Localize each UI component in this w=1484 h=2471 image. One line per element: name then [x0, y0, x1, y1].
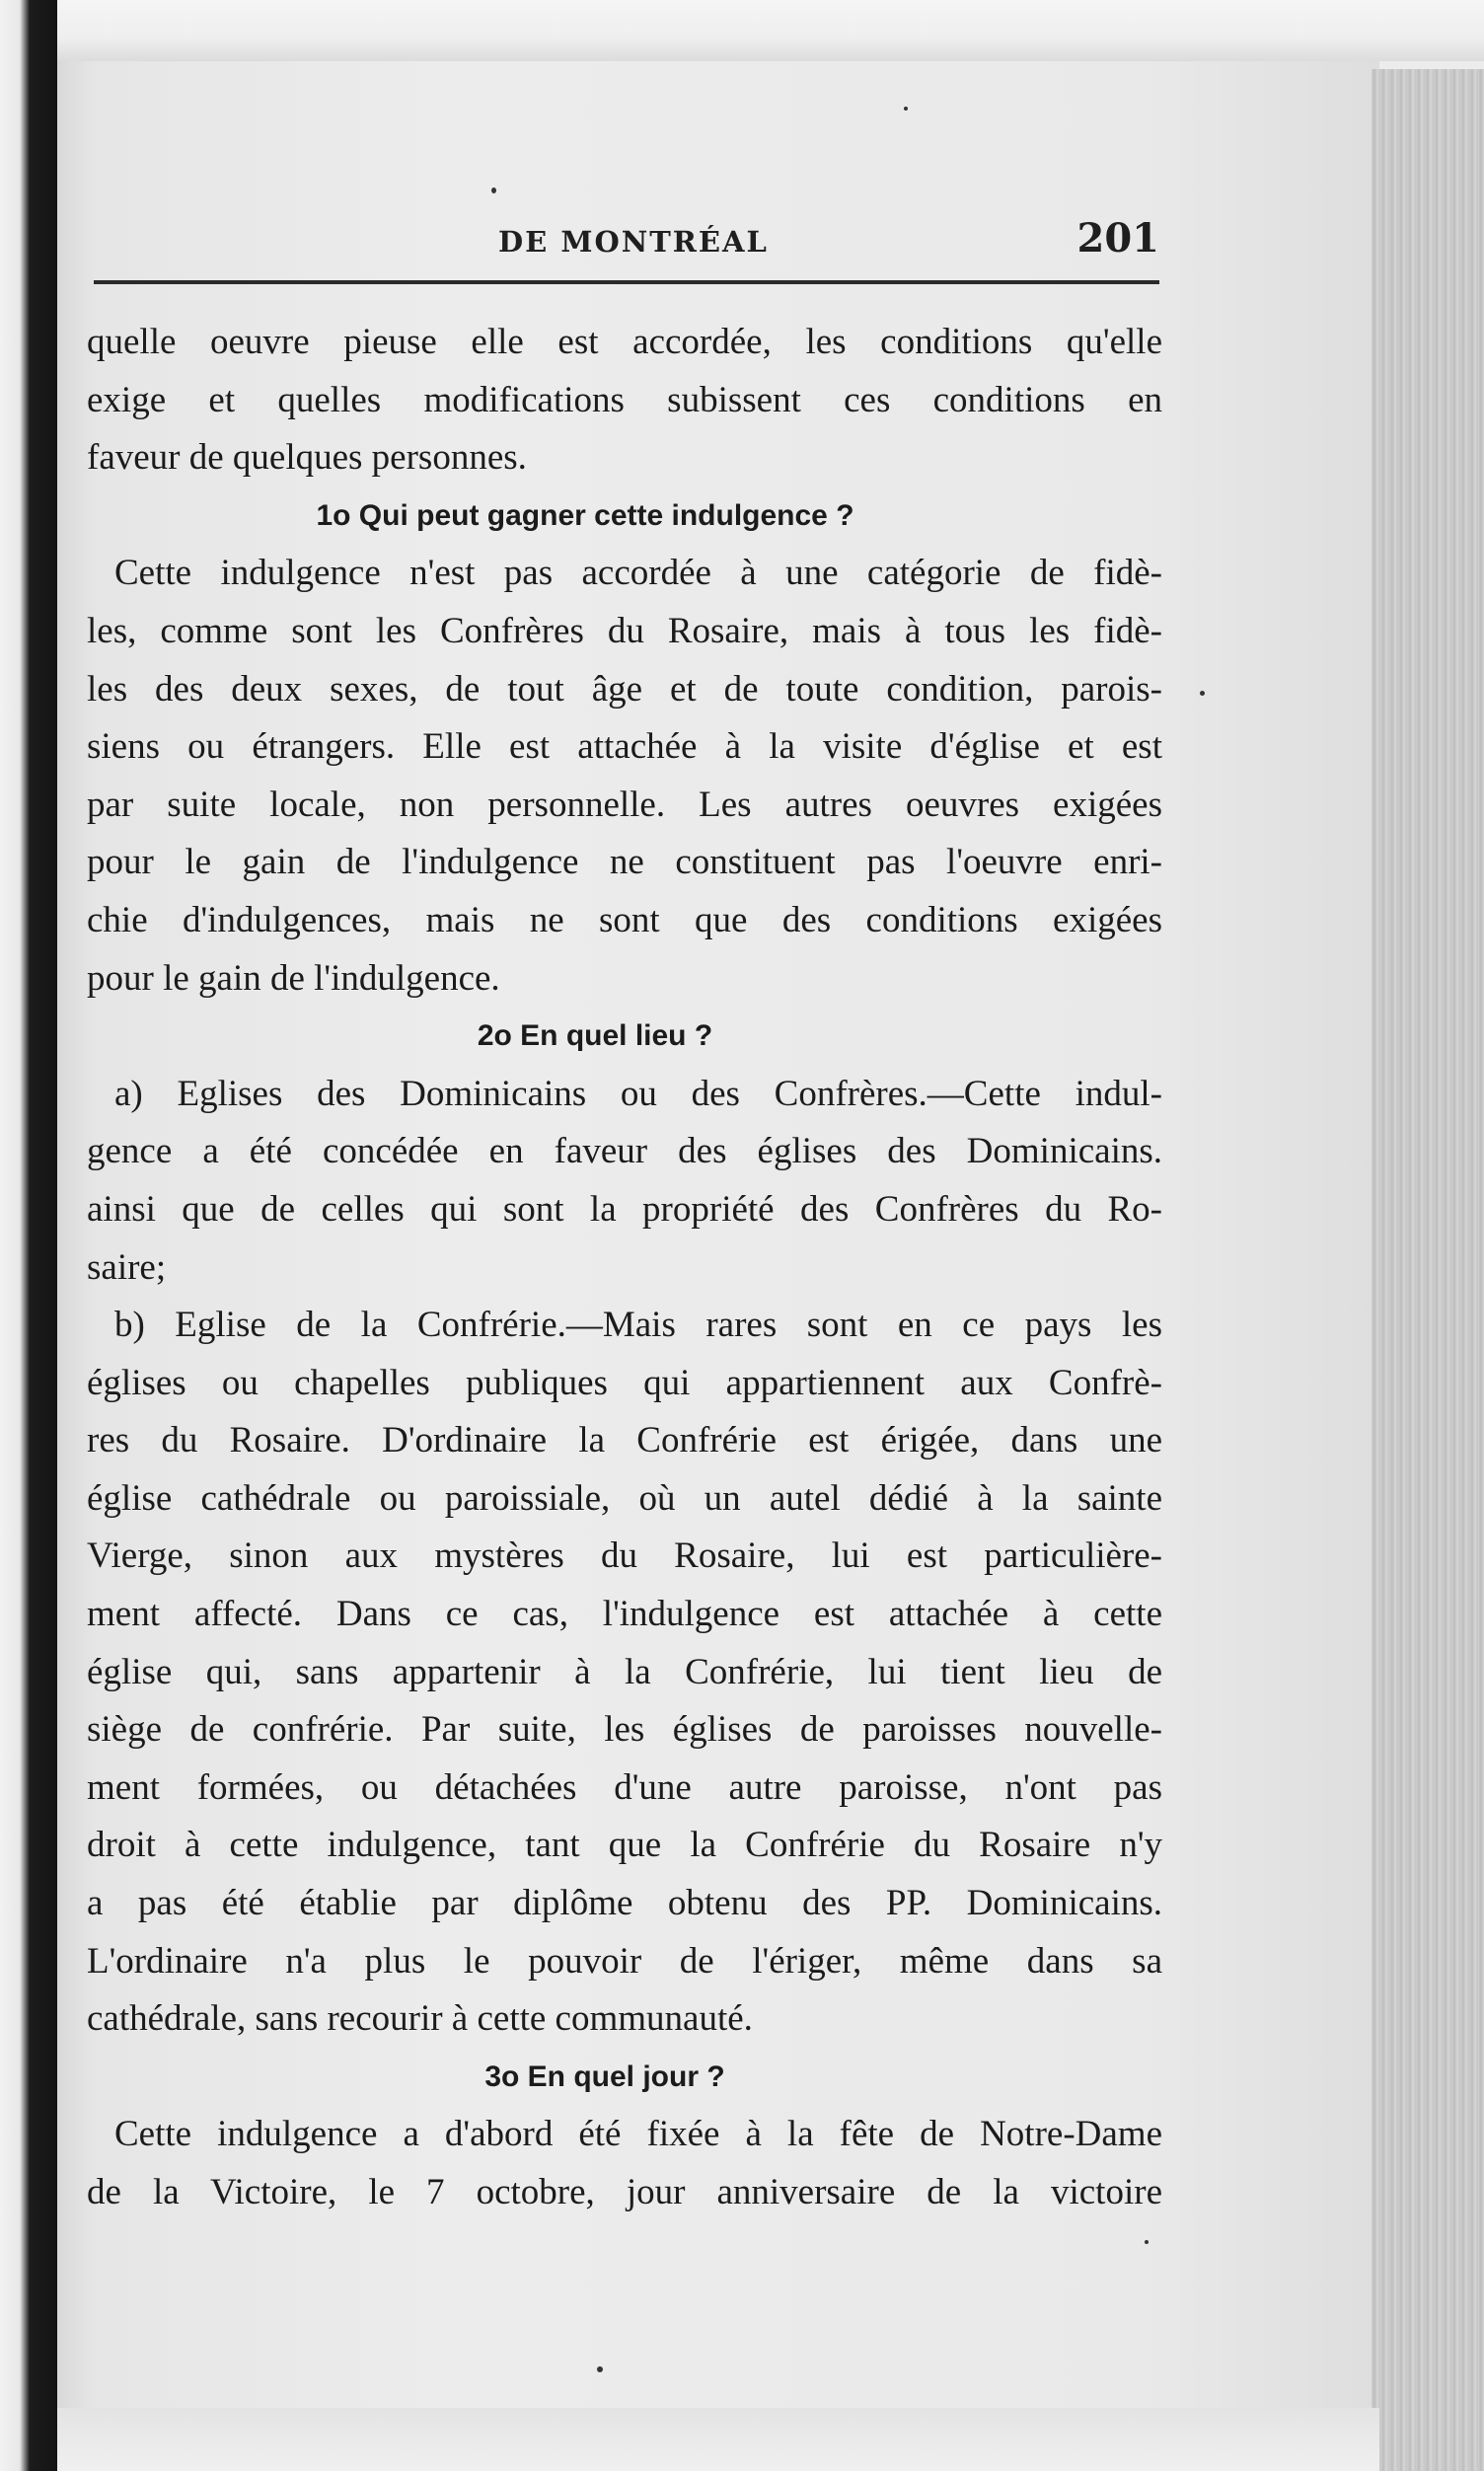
- page-header: [94, 215, 1159, 274]
- text-line: siège de confrérie. Par suite, les églises de paroisses nouvelle-: [87, 1709, 1162, 1751]
- text-line: ainsi que de celles qui sont la propriété des Confrères du Ro-: [87, 1188, 1162, 1230]
- running-head: DE MONTRÉAL: [498, 225, 769, 259]
- text-line: église qui, sans appartenir à la Confrérie, lui tient lieu de: [87, 1651, 1162, 1692]
- top-margin-edge: [57, 0, 1484, 61]
- text-line: églises ou chapelles publiques qui appartiennent aux Confrè-: [87, 1362, 1162, 1403]
- text-line: gence a été concédée en faveur des églises des Dominicains.: [87, 1131, 1162, 1172]
- text-line: quelle oeuvre pieuse elle est accordée, les conditions qu'elle: [87, 322, 1162, 362]
- text-line: pour le gain de l'indulgence.: [87, 957, 500, 999]
- section-heading: 2o En quel lieu ?: [477, 1019, 713, 1053]
- text-line: chie d'indulgences, mais ne sont que des conditions exigées: [87, 899, 1162, 940]
- page-stack-edge: [1372, 69, 1484, 2471]
- section-heading: 1o Qui peut gagner cette indulgence ?: [316, 498, 854, 532]
- text-line: cathédrale, sans recourir à cette communauté.: [87, 1998, 753, 2040]
- text-line: siens ou étrangers. Elle est attachée à la visite d'église et est: [87, 726, 1162, 768]
- text-line: faveur de quelques personnes.: [87, 437, 527, 479]
- text-line: L'ordinaire n'a plus le pouvoir de l'ériger, même dans sa: [87, 1940, 1162, 1982]
- header-rule: [94, 280, 1159, 284]
- dust-speck: [904, 107, 908, 111]
- text-line: droit à cette indulgence, tant que la Confrérie du Rosaire n'y: [87, 1825, 1162, 1866]
- text-line: par suite locale, non personnelle. Les autres oeuvres exigées: [87, 784, 1162, 825]
- dust-speck: [597, 2366, 603, 2372]
- text-line: exige et quelles modifications subissent ces conditions en: [87, 379, 1162, 420]
- text-line: Vierge, sinon aux mystères du Rosaire, lui est particulière-: [87, 1535, 1162, 1577]
- book-spine-shadow: [0, 0, 57, 2471]
- text-line: ment affecté. Dans ce cas, l'indulgence est attachée à cette: [87, 1594, 1162, 1635]
- text-line: b) Eglise de la Confrérie.—Mais rares sont en ce pays les: [114, 1305, 1162, 1346]
- text-line: les, comme sont les Confrères du Rosaire, mais à tous les fidè-: [87, 610, 1162, 651]
- dust-speck: [491, 187, 496, 193]
- dust-speck: [1145, 2240, 1149, 2244]
- text-line: de la Victoire, le 7 octobre, jour anniversaire de la victoire: [87, 2172, 1162, 2212]
- bottom-margin-edge: [57, 2408, 1379, 2471]
- text-line: saire;: [87, 1246, 167, 1288]
- dust-speck: [1200, 691, 1205, 696]
- page-number: 201: [1076, 215, 1159, 262]
- text-line: a) Eglises des Dominicains ou des Confrères.—Cette indul-: [114, 1073, 1162, 1114]
- text-line: a pas été établie par diplôme obtenu des PP. Dominicains.: [87, 1883, 1162, 1924]
- text-line: pour le gain de l'indulgence ne constituent pas l'oeuvre enri-: [87, 842, 1162, 883]
- section-heading: 3o En quel jour ?: [484, 2059, 725, 2093]
- text-line: Cette indulgence n'est pas accordée à une catégorie de fidè-: [114, 553, 1162, 594]
- text-line: res du Rosaire. D'ordinaire la Confrérie est érigée, dans une: [87, 1420, 1162, 1461]
- text-line: Cette indulgence a d'abord été fixée à la fête de Notre-Dame: [114, 2114, 1162, 2155]
- text-line: ment formées, ou détachées d'une autre paroisse, n'ont pas: [87, 1766, 1162, 1808]
- text-line: église cathédrale ou paroissiale, où un autel dédié à la sainte: [87, 1477, 1162, 1519]
- text-line: les des deux sexes, de tout âge et de toute condition, parois-: [87, 668, 1162, 710]
- page-body-text: [87, 314, 1162, 2222]
